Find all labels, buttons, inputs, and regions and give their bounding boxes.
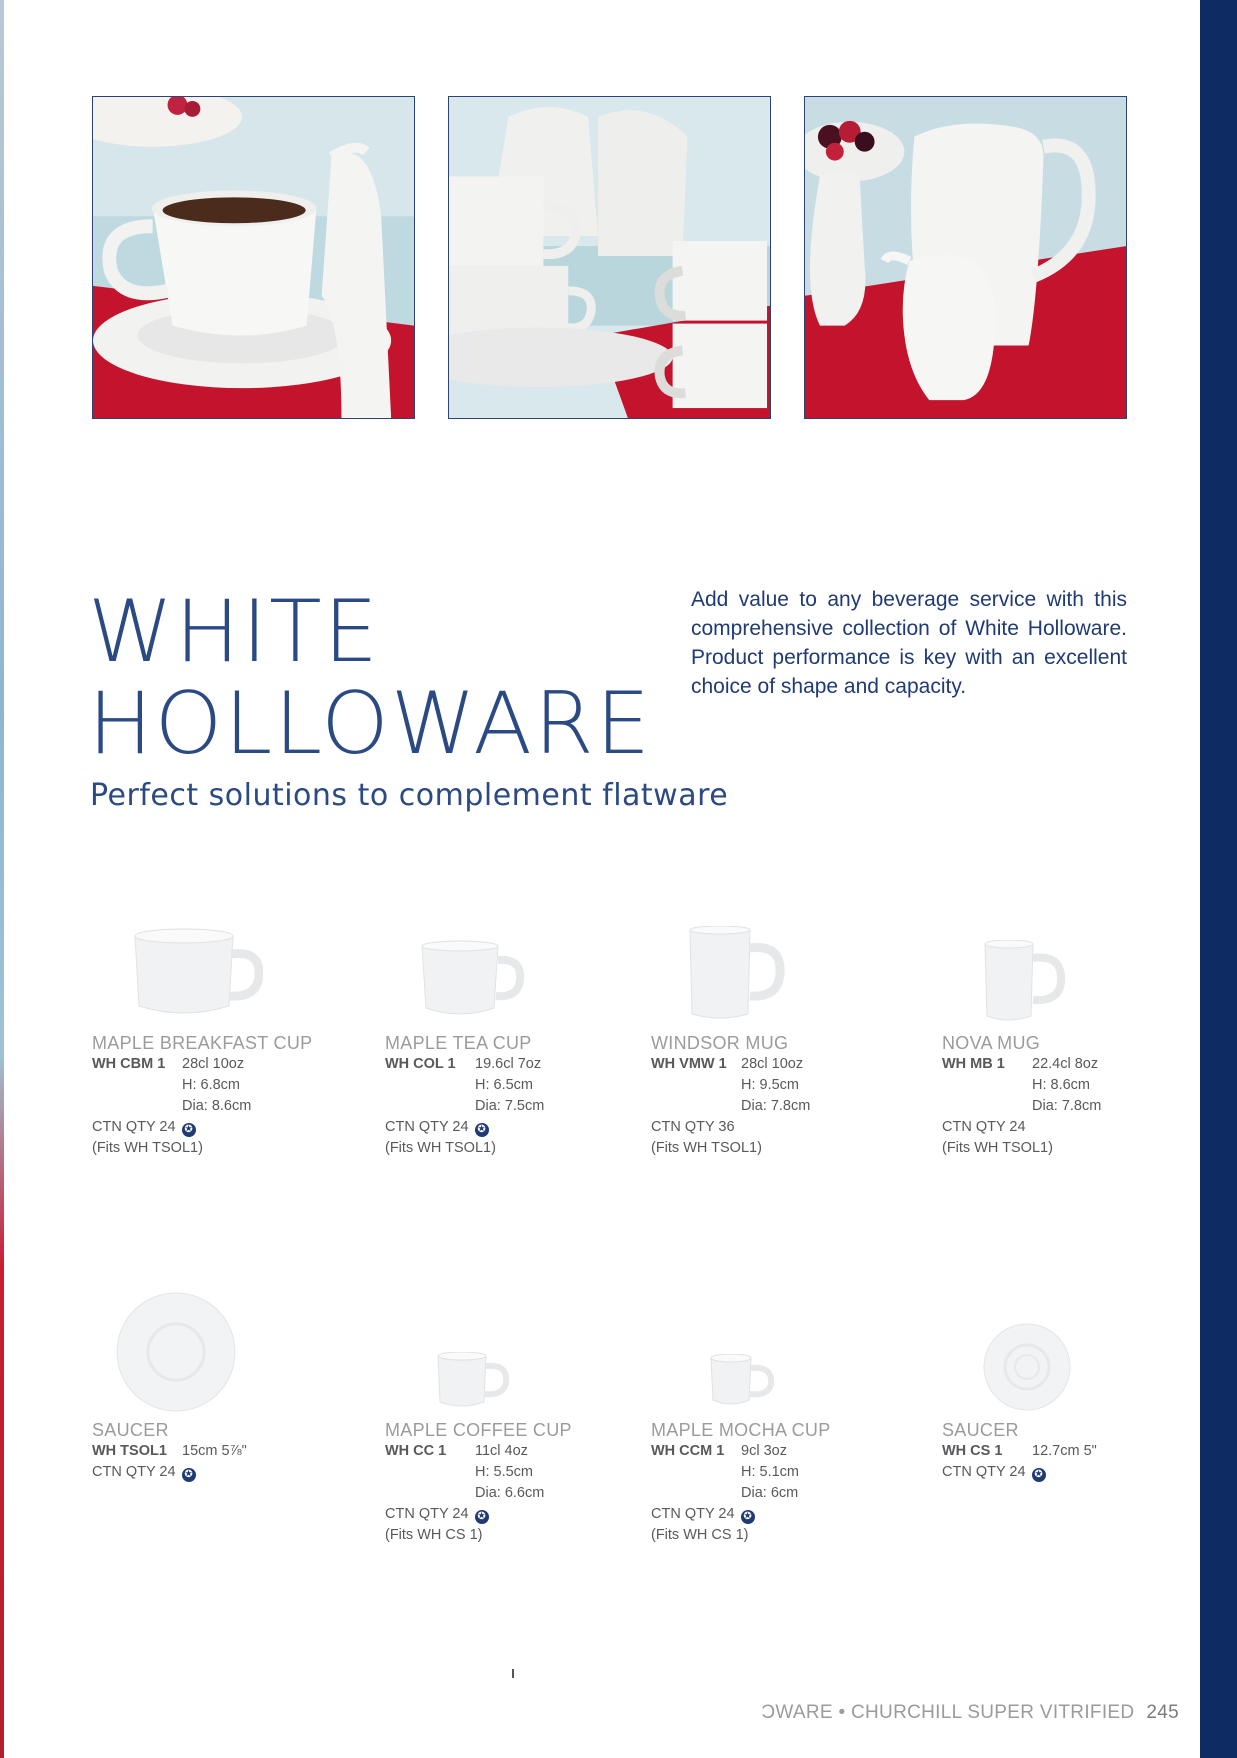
- capacity: 28cl 10oz: [741, 1056, 804, 1072]
- windsor-mug-image: [688, 926, 798, 1021]
- page-title: [88, 582, 688, 774]
- teacup-and-teapot-photo: [92, 96, 415, 419]
- product-code: WH VMW 1: [651, 1056, 727, 1072]
- capacity: 11cl 4oz: [475, 1443, 528, 1459]
- product-name: MAPLE TEA CUP: [385, 1033, 532, 1053]
- carton-qty: CTN QTY 24: [385, 1506, 469, 1522]
- carton-qty: CTN QTY 24: [942, 1119, 1026, 1135]
- height: H: 9.5cm: [741, 1077, 800, 1093]
- product-windsor-mug: [651, 1032, 921, 1159]
- stacked-cups-photo: [448, 96, 771, 419]
- intro-paragraph: Add value to any beverage service with this comprehensive collection of White Holloware. Product performance is key with an excellent choice of shape and capacity.: [691, 588, 1127, 698]
- product-code: WH CS 1: [942, 1443, 1003, 1459]
- product-name: MAPLE MOCHA CUP: [651, 1420, 831, 1440]
- product-code: WH CCM 1: [651, 1443, 725, 1459]
- product-name: SAUCER: [942, 1420, 1019, 1440]
- height: H: 6.5cm: [475, 1077, 534, 1093]
- side-navy-bar: [1200, 0, 1237, 1758]
- product-name: MAPLE BREAKFAST CUP: [92, 1033, 313, 1053]
- carton-qty: CTN QTY 24: [942, 1464, 1026, 1480]
- jugs-and-berries-photo: [804, 96, 1127, 419]
- capacity: 19.6cl 7oz: [475, 1056, 542, 1072]
- product-maple-mocha-cup: [651, 1419, 921, 1546]
- product-code: WH CBM 1: [92, 1056, 166, 1072]
- page-footer: [761, 1702, 1179, 1724]
- capacity: 28cl 10oz: [182, 1056, 245, 1072]
- diameter: Dia: 7.8cm: [741, 1098, 811, 1114]
- nova-mug-image: [983, 940, 1083, 1025]
- star-icon: ✪: [1032, 1468, 1046, 1482]
- fits-saucer: (Fits WH CS 1): [385, 1527, 483, 1543]
- product-name: NOVA MUG: [942, 1033, 1041, 1053]
- page-subtitle: Perfect solutions to complement flatware: [90, 778, 729, 813]
- height: H: 8.6cm: [1032, 1077, 1091, 1093]
- height: H: 5.1cm: [741, 1464, 800, 1480]
- product-saucer-cs: [942, 1419, 1212, 1483]
- page-number: 245: [1146, 1702, 1179, 1723]
- product-code: WH CC 1: [385, 1443, 447, 1459]
- product-code: WH COL 1: [385, 1056, 456, 1072]
- product-maple-tea-cup: [385, 1032, 655, 1159]
- capacity: 22.4cl 8oz: [1032, 1056, 1099, 1072]
- carton-qty: CTN QTY 24: [651, 1506, 735, 1522]
- capacity: 9cl 3oz: [741, 1443, 787, 1459]
- maple-coffee-cup-image: [436, 1352, 516, 1412]
- product-name: MAPLE COFFEE CUP: [385, 1420, 572, 1440]
- diameter: Dia: 8.6cm: [182, 1098, 252, 1114]
- product-maple-breakfast-cup: [92, 1032, 362, 1159]
- product-maple-coffee-cup: [385, 1419, 655, 1546]
- maple-mocha-cup-image: [709, 1354, 779, 1410]
- diameter: Dia: 7.8cm: [1032, 1098, 1102, 1114]
- product-saucer-tsol: [92, 1419, 362, 1483]
- fits-saucer: (Fits WH TSOL1): [651, 1140, 762, 1156]
- star-icon: ✪: [475, 1510, 489, 1524]
- product-nova-mug: [942, 1032, 1212, 1159]
- fits-saucer: (Fits WH CS 1): [651, 1527, 749, 1543]
- star-icon: ✪: [182, 1123, 196, 1137]
- product-code: WH TSOL1: [92, 1443, 167, 1459]
- carton-qty: CTN QTY 24: [92, 1464, 176, 1480]
- size: 12.7cm 5": [1032, 1443, 1097, 1459]
- saucer-tsol-image: [115, 1291, 237, 1413]
- footer-section: ƆWARE • CHURCHILL SUPER VITRIFIED: [761, 1702, 1135, 1723]
- size: 15cm 5⅞": [182, 1443, 247, 1459]
- maple-breakfast-cup-image: [133, 928, 263, 1018]
- product-name: WINDSOR MUG: [651, 1033, 789, 1053]
- product-code: WH MB 1: [942, 1056, 1005, 1072]
- diameter: Dia: 7.5cm: [475, 1098, 545, 1114]
- height: H: 6.8cm: [182, 1077, 241, 1093]
- carton-qty: CTN QTY 36: [651, 1119, 735, 1135]
- star-icon: ✪: [182, 1468, 196, 1482]
- carton-qty: CTN QTY 24: [92, 1119, 176, 1135]
- saucer-cs-image: [982, 1322, 1072, 1412]
- star-icon: ✪: [475, 1123, 489, 1137]
- diameter: Dia: 6.6cm: [475, 1485, 545, 1501]
- height: H: 5.5cm: [475, 1464, 534, 1480]
- fits-saucer: (Fits WH TSOL1): [942, 1140, 1053, 1156]
- maple-tea-cup-image: [420, 940, 530, 1020]
- product-name: SAUCER: [92, 1420, 169, 1440]
- title-line-1: WHITE: [88, 582, 380, 682]
- fits-saucer: (Fits WH TSOL1): [385, 1140, 496, 1156]
- carton-qty: CTN QTY 24: [385, 1119, 469, 1135]
- diameter: Dia: 6cm: [741, 1485, 799, 1501]
- fits-saucer: (Fits WH TSOL1): [92, 1140, 203, 1156]
- left-edge-strip: [0, 0, 4, 1758]
- page-mark: [512, 1669, 514, 1678]
- star-icon: ✪: [741, 1510, 755, 1524]
- title-line-2: HOLLOWARE: [88, 674, 653, 774]
